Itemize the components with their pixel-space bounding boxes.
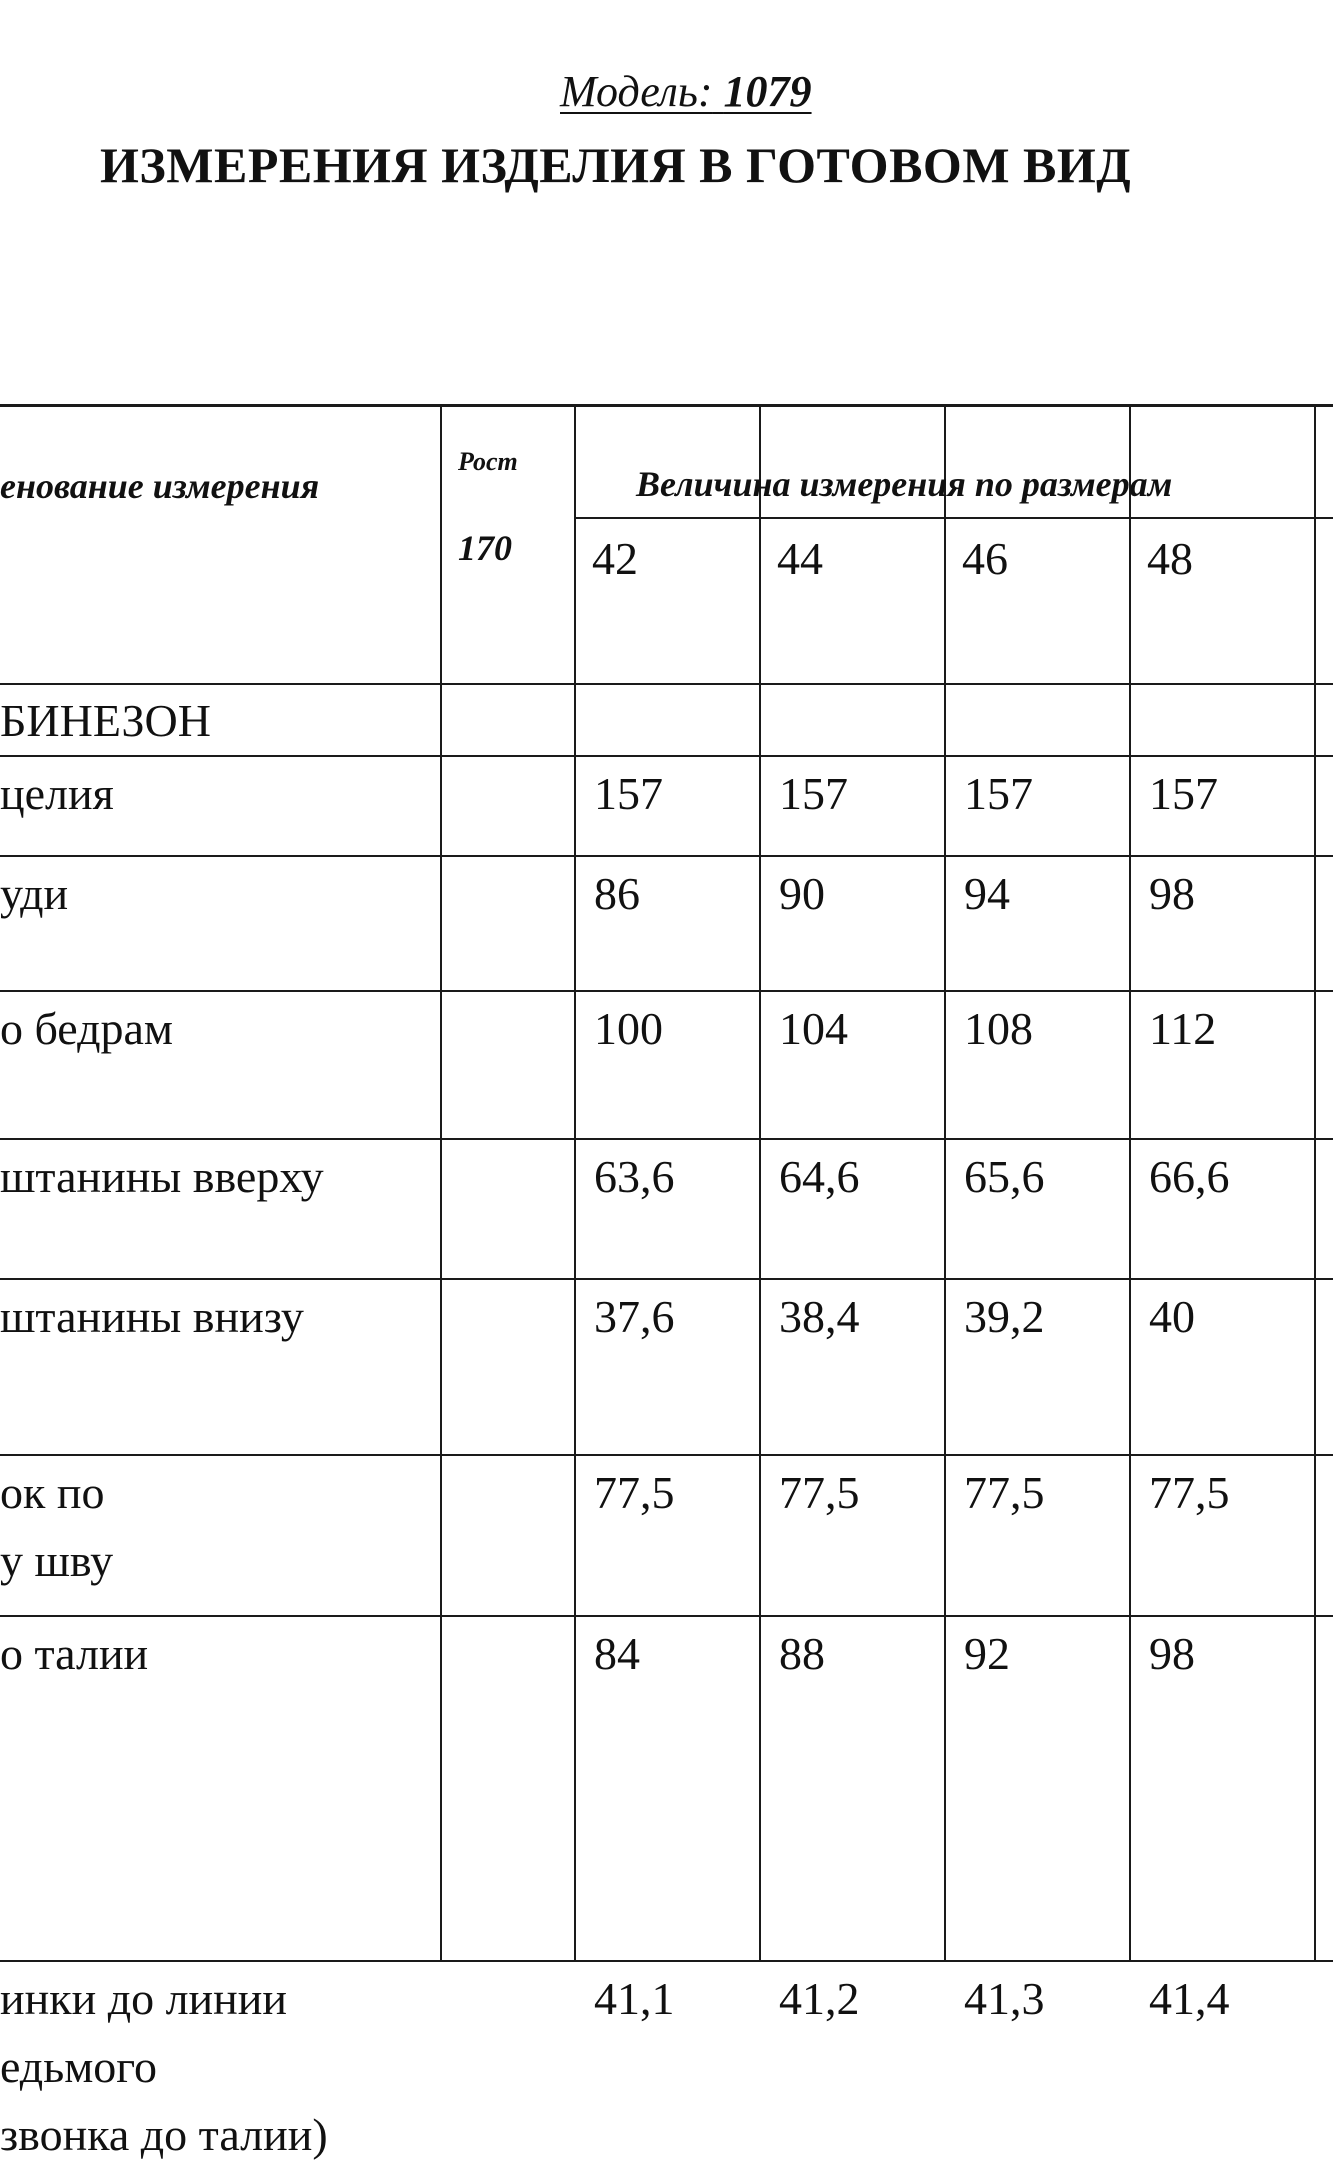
row-value: 90 [779, 868, 825, 919]
table-row-divider [0, 1278, 1333, 1280]
table-col-divider [759, 404, 761, 1962]
row-value: 100 [594, 1003, 663, 1054]
row-value: 40 [1149, 1291, 1195, 1342]
row-value: 94 [964, 868, 1010, 919]
row-value: 41,2 [779, 1973, 860, 2024]
table-row-divider [0, 1138, 1333, 1140]
row-value: 66,6 [1149, 1151, 1230, 1202]
row-label: инки до линии [0, 1973, 288, 2024]
row-value: 112 [1149, 1003, 1217, 1054]
row-label: уди [0, 868, 69, 919]
row-value: 108 [964, 1003, 1033, 1054]
table-row-divider [0, 855, 1333, 857]
row-value: 98 [1149, 1628, 1195, 1679]
row-value: 65,6 [964, 1151, 1045, 1202]
document-title: ИЗМЕРЕНИЯ ИЗДЕЛИЯ В ГОТОВОМ ВИД [100, 137, 1132, 193]
row-label: о бедрам [0, 1003, 174, 1054]
row-value: 64,6 [779, 1151, 860, 1202]
row-value: 38,4 [779, 1291, 860, 1342]
row-label: у шву [0, 1535, 114, 1586]
header-size-46: 46 [962, 533, 1008, 584]
row-value: 92 [964, 1628, 1010, 1679]
row-value: 86 [594, 868, 640, 919]
header-size-42: 42 [592, 533, 638, 584]
model-label: Модель: [560, 67, 713, 116]
row-value: 77,5 [594, 1467, 675, 1518]
table-row-divider [0, 755, 1333, 757]
row-value: 39,2 [964, 1291, 1045, 1342]
row-value: 157 [964, 768, 1033, 819]
model-number: 1079 [723, 67, 812, 116]
row-value: 63,6 [594, 1151, 675, 1202]
row-label: штанины вверху [0, 1151, 324, 1202]
row-label: ок по [0, 1467, 105, 1518]
table-col-divider-height [440, 404, 442, 1962]
row-value: 157 [594, 768, 663, 819]
row-label: звонка до талии) [0, 2109, 328, 2160]
header-height-label: Рост [458, 447, 518, 476]
row-value: 88 [779, 1628, 825, 1679]
row-label: целия [0, 768, 114, 819]
row-value: 77,5 [1149, 1467, 1230, 1518]
sizes-caption-divider [574, 517, 1333, 519]
table-row-divider [0, 683, 1333, 685]
model-line [560, 66, 812, 117]
section-label: БИНЕЗОН [0, 695, 211, 746]
row-value: 157 [779, 768, 848, 819]
row-value: 41,4 [1149, 1973, 1230, 2024]
row-value: 157 [1149, 768, 1218, 819]
table-col-divider [944, 404, 946, 1962]
row-value: 104 [779, 1003, 848, 1054]
table-border-top [0, 404, 1333, 407]
table-col-divider [1314, 404, 1316, 1962]
row-value: 37,6 [594, 1291, 675, 1342]
row-label: о талии [0, 1628, 149, 1679]
header-height-value: 170 [458, 528, 512, 568]
header-size-48: 48 [1147, 533, 1193, 584]
table-row-divider [0, 1454, 1333, 1456]
row-label: штанины внизу [0, 1291, 304, 1342]
table-col-divider [574, 404, 576, 1962]
header-sizes-caption: Величина измерения по размерам [636, 464, 1173, 504]
table-col-divider [1129, 404, 1131, 1962]
row-label: едьмого [0, 2041, 158, 2092]
header-measure-name: енование измерения [0, 466, 320, 506]
row-value: 77,5 [964, 1467, 1045, 1518]
table-row-divider [0, 1960, 1333, 1962]
row-value: 41,3 [964, 1973, 1045, 2024]
table-row-divider [0, 990, 1333, 992]
row-value: 41,1 [594, 1973, 675, 2024]
header-size-44: 44 [777, 533, 823, 584]
row-value: 84 [594, 1628, 640, 1679]
table-row-divider [0, 1615, 1333, 1617]
row-value: 98 [1149, 868, 1195, 919]
row-value: 77,5 [779, 1467, 860, 1518]
